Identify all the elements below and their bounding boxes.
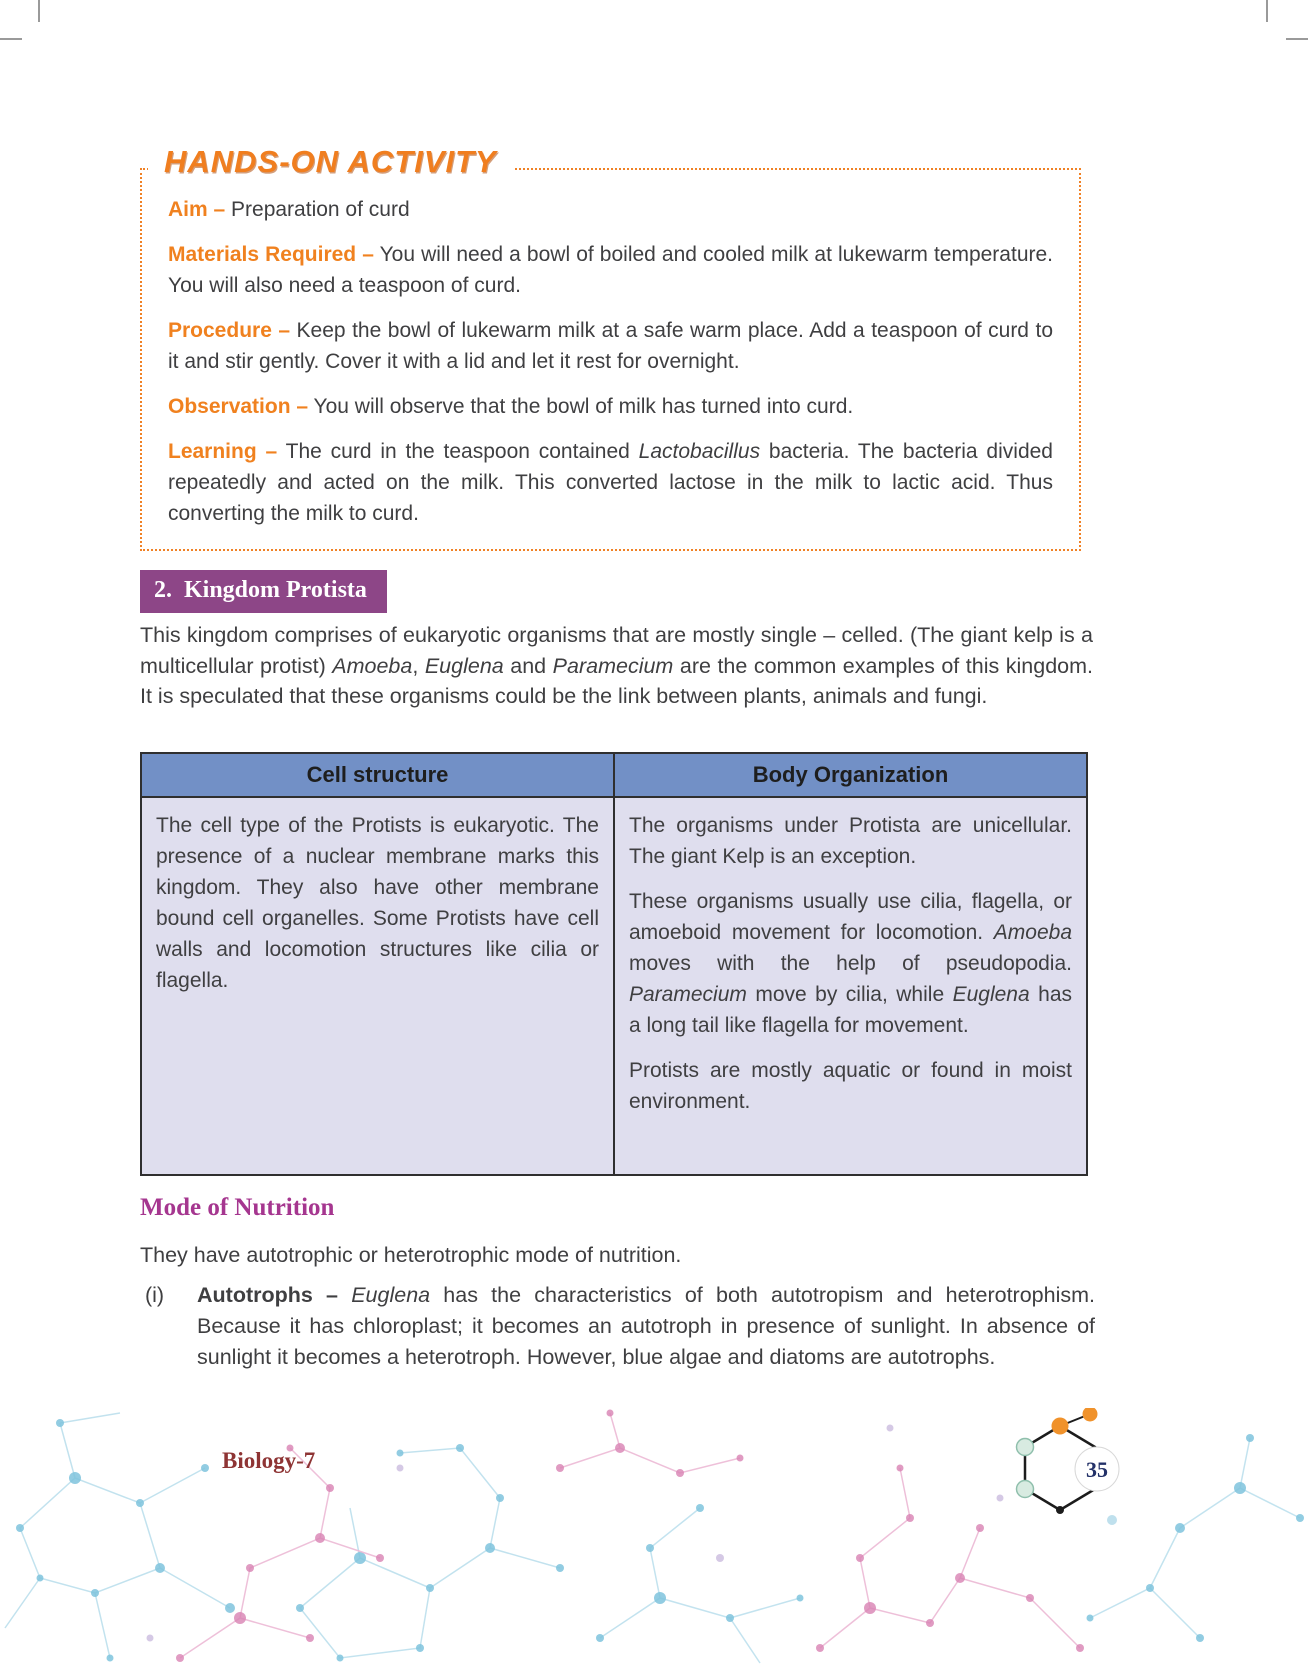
nutrition-list-item (140, 1280, 1095, 1373)
intro-text: , (412, 653, 425, 678)
teal-node (1017, 1439, 1034, 1456)
list-marker: (i) (145, 1283, 165, 1307)
activity-item-observation (168, 391, 1053, 422)
activity-text: Keep the bowl of lukewarm milk at a safe warm place. Add a teaspoon of curd to it and stir gently. Cover it with a lid and let it rest for overnight. (168, 319, 1053, 373)
cell-paragraph: The organisms under Protista are unicellular. The giant Kelp is an exception. (629, 814, 1072, 868)
italic-term: Paramecium (629, 983, 747, 1006)
table-header-row (141, 753, 1087, 797)
cell-text: has a long tail like flagella for movement. (629, 983, 1072, 1037)
activity-title: HANDS-ON ACTIVITY (148, 144, 513, 180)
intro-text: are the common examples of this kingdom. It is speculated that these organisms could be the link between plants, animals and fungi. (140, 653, 1093, 708)
mode-of-nutrition-heading: Mode of Nutrition (140, 1194, 335, 1221)
table-cell-structure (141, 797, 614, 1175)
activity-item-procedure (168, 315, 1053, 377)
section-intro-paragraph (140, 620, 1093, 712)
italic-term: Euglena (952, 983, 1030, 1006)
activity-label: Procedure – (168, 319, 291, 342)
teal-node (1017, 1481, 1034, 1498)
activity-label: Observation – (168, 395, 309, 418)
activity-text: Preparation of curd (225, 198, 410, 221)
activity-label: Materials Required – (168, 243, 374, 266)
nutrition-text-body: has the characteristics of both autotropism and heterotrophism. Because it has chloroplast; it becomes an autotroph in presence of sunlight. In absence of sunlight it becomes a heterotroph. However, blue algae and diatoms are autotrophs. (197, 1283, 1096, 1369)
activity-text: The curd in the teaspoon contained (277, 440, 639, 463)
activity-label: Aim – (168, 198, 226, 221)
italic-term: Paramecium (552, 653, 674, 678)
bold-term: Autotrophs – (197, 1283, 352, 1307)
activity-item-learning (168, 436, 1053, 529)
table-body-row (141, 797, 1087, 1175)
crop-mark (0, 38, 22, 40)
orange-node (1083, 1408, 1098, 1422)
table-header-body-organization: Body Organization (614, 753, 1087, 797)
orange-node (1052, 1418, 1069, 1435)
italic-term: Amoeba (332, 653, 413, 678)
activity-text: You will observe that the bowl of milk has turned into curd. (308, 395, 854, 418)
cell-paragraph: Protists are mostly aquatic or found in moist environment. (629, 1059, 1072, 1113)
cell-text: move by cilia, while (746, 983, 953, 1006)
italic-term: Lactobacillus (638, 440, 761, 463)
page-number: 35 (1086, 1457, 1108, 1482)
intro-text: and (503, 653, 553, 678)
blue-node (1107, 1515, 1117, 1525)
section-heading-kingdom-protista: 2. Kingdom Protista (140, 570, 387, 613)
crop-mark (1266, 0, 1268, 22)
italic-term: Euglena (424, 653, 504, 678)
table-cell-body-organization (614, 797, 1087, 1175)
activity-label: Learning – (168, 440, 278, 463)
activity-item-aim (168, 194, 1053, 225)
nutrition-item-text (197, 1280, 1095, 1373)
hands-on-activity-box (140, 144, 1081, 551)
cell-paragraph: The cell type of the Protists is eukaryotic. The presence of a nuclear membrane marks this kingdom. They also have other membrane bound cell organelles. Some Protists have cell walls and locomotion structures like cilia or flagella. (156, 814, 599, 992)
intro-text: This kingdom comprises of eukaryotic organisms that are mostly single – celled. (The giant kelp is a multicellular protist) (140, 623, 1093, 678)
italic-term: Amoeba (993, 921, 1072, 944)
cell-text: These organisms usually use cilia, flagella, or amoeboid movement for locomotion. (629, 890, 1072, 944)
crop-mark (1286, 38, 1308, 40)
protista-comparison-table (140, 752, 1088, 1176)
black-node (1056, 1506, 1064, 1514)
italic-term: Euglena (351, 1283, 431, 1307)
cell-paragraph (629, 886, 1072, 1041)
activity-item-materials (168, 239, 1053, 301)
footer-book-title: Biology-7 (222, 1448, 316, 1473)
crop-mark (38, 0, 40, 22)
table-header-cell-structure: Cell structure (141, 753, 614, 797)
cell-text: moves with the help of pseudopodia. (629, 952, 1072, 975)
nutrition-intro: They have autotrophic or heterotrophic mode of nutrition. (140, 1243, 682, 1267)
activity-text: bacteria. The bacteria divided repeatedly and acted on the milk. This converted lactose in the milk to lactic acid. Thus converting the milk to curd. (168, 440, 1053, 525)
page-number-badge (1000, 1408, 1120, 1538)
activity-text: You will need a bowl of boiled and cooled milk at lukewarm temperature. You will also need a teaspoon of curd. (168, 243, 1054, 297)
